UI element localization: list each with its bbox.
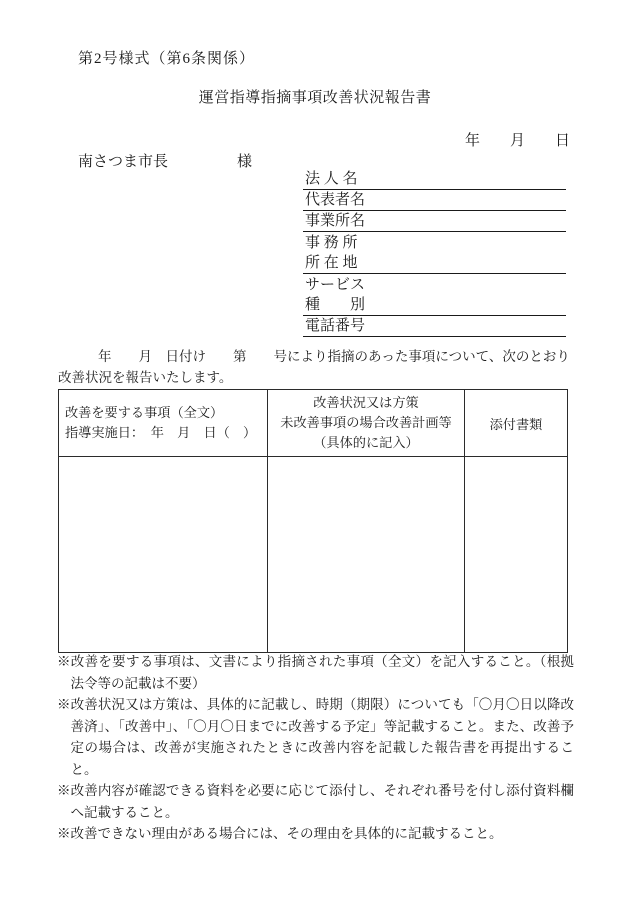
service-type-blank[interactable] xyxy=(365,295,566,315)
footnote-2: ※改善状況又は方策は、具体的に記載し、時期（期限）についても「〇月〇日以降改善済」、「改善中」、「〇月〇日までに改善する予定」等記載すること。また、改善予定の場合は、改善が実施されたときに改善内容を記載した報告書を再提出すること。 xyxy=(57,697,574,777)
improvement-status-cell[interactable] xyxy=(268,457,465,653)
attachments-cell[interactable] xyxy=(465,457,568,653)
field-row-office-address xyxy=(303,253,566,274)
intro-line-1: 年 月 日付け 第 号により指摘のあった事項について、次のとおり xyxy=(98,349,570,364)
applicant-fields xyxy=(303,169,566,337)
field-label: 事 務 所 xyxy=(305,235,358,251)
intro-paragraph xyxy=(58,346,574,388)
field-label: 代表者名 xyxy=(305,192,366,208)
header-improvement-status xyxy=(268,390,465,457)
date-line: 年 月 日 xyxy=(464,133,570,149)
field-label: 種 別 xyxy=(305,297,366,313)
footnote-4: ※改善できない理由がある場合には、その理由を具体的に記載すること。 xyxy=(57,826,503,841)
field-label: サービス xyxy=(305,277,366,293)
header-items-to-improve xyxy=(59,390,268,457)
office-address-blank[interactable] xyxy=(358,253,566,273)
corporation-name-blank[interactable] xyxy=(358,169,566,189)
field-row-office-name xyxy=(303,211,566,232)
addressee-line xyxy=(78,150,252,171)
addressee-honorific: 様 xyxy=(237,154,253,170)
phone-number-blank[interactable] xyxy=(365,316,566,336)
field-row-office-label xyxy=(303,232,566,253)
field-row-service-type xyxy=(303,295,566,316)
field-label: 所 在 地 xyxy=(305,255,358,271)
header-status-line-3: （具体的に記入） xyxy=(313,435,419,450)
service-blank xyxy=(365,274,566,295)
improvement-report-table xyxy=(58,389,568,653)
header-items-line-2: 指導実施日： 年 月 日（ ） xyxy=(65,425,257,440)
field-label: 事業所名 xyxy=(305,213,366,229)
table-body-row xyxy=(59,457,568,653)
form-number: 第2号様式（第6条関係） xyxy=(78,51,256,67)
addressee-name: 南さつま市長 xyxy=(78,154,169,170)
intro-line-2: 改善状況を報告いたします。 xyxy=(58,370,233,385)
footnote-1: ※改善を要する事項は、文書により指摘された事項（全文）を記入すること。（根拠法令等の記載は不要） xyxy=(57,654,574,691)
header-status-line-2: 未改善事項の場合改善計画等 xyxy=(280,415,452,430)
field-row-representative-name xyxy=(303,190,566,211)
field-row-phone-number xyxy=(303,316,566,337)
header-status-line-1: 改善状況又は方策 xyxy=(313,395,419,410)
office-name-blank[interactable] xyxy=(365,211,566,231)
field-label: 法 人 名 xyxy=(305,171,358,187)
header-attachments: 添付書類 xyxy=(465,390,568,457)
office-blank xyxy=(358,232,566,253)
footnotes xyxy=(57,651,574,845)
page-title: 運営指導指摘事項改善状況報告書 xyxy=(198,90,432,106)
field-label: 電話番号 xyxy=(305,318,366,334)
table-header-row xyxy=(59,390,568,457)
representative-name-blank[interactable] xyxy=(365,190,566,210)
items-to-improve-cell[interactable] xyxy=(59,457,268,653)
footnote-3: ※改善内容が確認できる資料を必要に応じて添付し、それぞれ番号を付し添付資料欄へ記載すること。 xyxy=(57,783,574,820)
field-row-corporation-name xyxy=(303,169,566,190)
header-items-line-1: 改善を要する事項（全文） xyxy=(65,405,224,420)
field-row-service-label xyxy=(303,274,566,295)
